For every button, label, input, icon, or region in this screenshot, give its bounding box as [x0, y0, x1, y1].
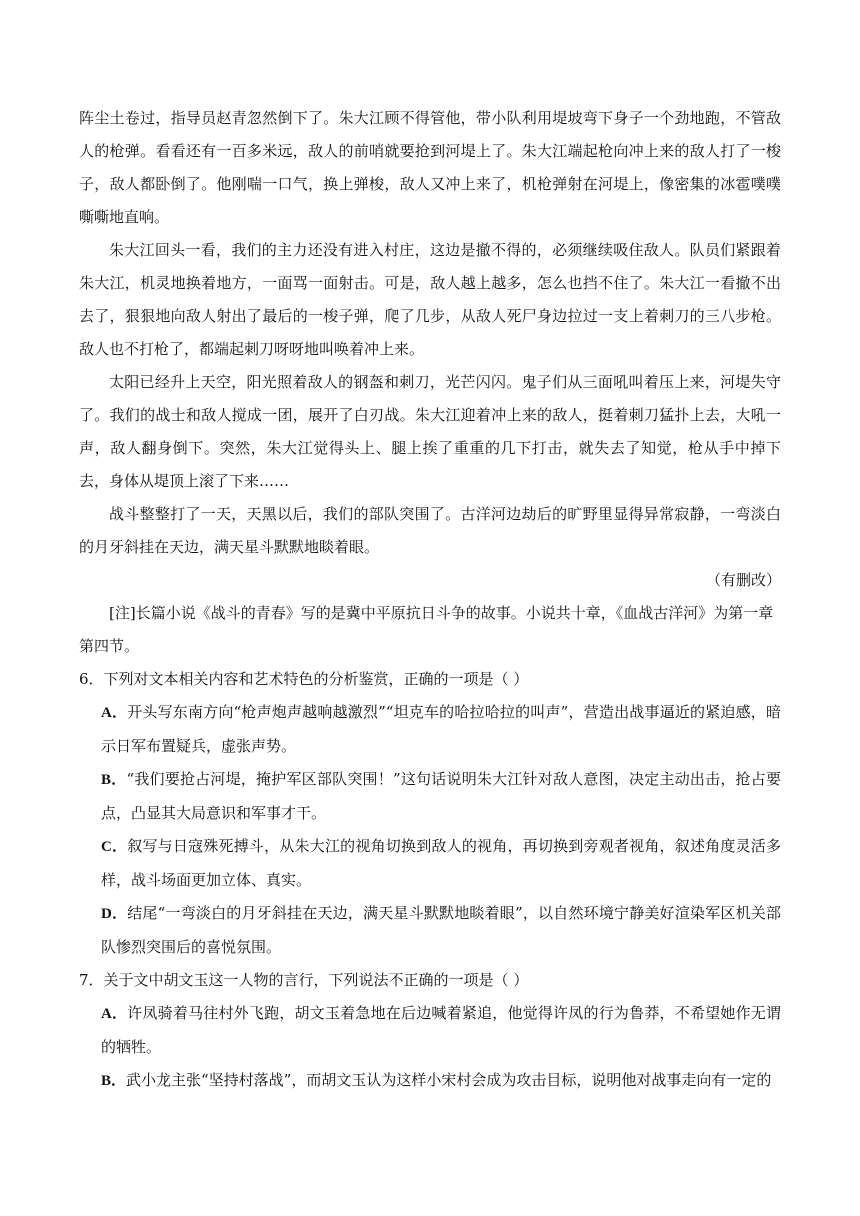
- question-7-option-b: [79, 1064, 781, 1098]
- option-text: “我们要抢占河堤，掩护军区部队突围！”这句话说明朱大江针对敌人意图，决定主动出击，抢占要点，凸显其大局意识和军事才干。: [101, 770, 781, 822]
- question-6-option-b: [79, 763, 781, 830]
- question-6-stem: 6．下列对文本相关内容和艺术特色的分析鉴赏，正确的一项是（ ）: [79, 670, 529, 688]
- question-6-option-d: [79, 897, 781, 964]
- question-6-option-a: [79, 696, 781, 763]
- option-letter: C．: [101, 839, 128, 855]
- footnote: [注]长篇小说《战斗的青春》写的是冀中平原抗日斗争的故事。小说共十章，《血战古洋河》为第一章第四节。: [79, 604, 774, 655]
- passage-paragraph-1: 阵尘土卷过，指导员赵青忽然倒下了。朱大江顾不得管他，带小队利用堤坡弯下身子一个劲地跑，不管敌人的枪弹。看看还有一百多米远，敌人的前哨就要抢到河堤上了。朱大江端起枪向冲上来的敌人打了一梭子，敌人都卧倒了。他刚喘一口气，换上弹梭，敌人又冲上来了，机枪弹射在河堤上，像密集的冰雹噗噗嘶嘶地直响。: [79, 109, 781, 226]
- question-6-option-c: [79, 830, 781, 897]
- option-text: 开头写东南方向“枪声炮声越响越激烈”“坦克车的哈拉哈拉的叫声”，营造出战事逼近的紧迫感，暗示日军布置疑兵，虚张声势。: [101, 703, 781, 755]
- option-letter: B．: [101, 1073, 127, 1089]
- option-text: 许凤骑着马往村外飞跑，胡文玉着急地在后边喊着紧追，他觉得许凤的行为鲁莽，不希望她作无谓的牺牲。: [101, 1004, 781, 1056]
- option-letter: A．: [101, 705, 128, 721]
- option-text: 结尾“一弯淡白的月牙斜挂在天边，满天星斗默默地睒着眼”，以自然环境宁静美好渲染军区机关部队惨烈突围后的喜悦氛围。: [101, 904, 781, 956]
- passage-paragraph-4: 战斗整整打了一天，天黑以后，我们的部队突围了。古洋河边劫后的旷野里显得异常寂静，一弯淡白的月牙斜挂在天边，满天星斗默默地睒着眼。: [79, 505, 781, 556]
- option-letter: A．: [101, 1006, 128, 1022]
- question-7-stem: 7．关于文中胡文玉这一人物的言行，下列说法不正确的一项是（ ）: [79, 971, 529, 989]
- passage-paragraph-2: 朱大江回头一看，我们的主力还没有进入村庄，这边是撤不得的，必须继续吸住敌人。队员们紧跟着朱大江，机灵地换着地方，一面骂一面射击。可是，敌人越上越多，怎么也挡不住了。朱大江一看撤不出去了，狠狠地向敌人射出了最后的一梭子弹，爬了几步，从敌人死尸身边拉过一支上着刺刀的三八步枪。敌人也不打枪了，都端起刺刀呀呀地叫唤着冲上来。: [79, 241, 781, 358]
- source-note: （有删改）: [705, 571, 781, 589]
- option-text: 叙写与日寇殊死搏斗，从朱大江的视角切换到敌人的视角，再切换到旁观者视角，叙述角度灵活多样，战斗场面更加立体、真实。: [101, 837, 781, 889]
- option-letter: B．: [101, 772, 127, 788]
- option-letter: D．: [101, 906, 128, 922]
- option-text: 武小龙主张“坚持村落战”，而胡文玉认为这样小宋村会成为攻击目标，说明他对战事走向有一定的: [126, 1071, 772, 1089]
- passage-paragraph-3: 太阳已经升上天空，阳光照着敌人的钢盔和刺刀，光芒闪闪。鬼子们从三面吼叫着压上来，河堤失守了。我们的战士和敌人搅成一团，展开了白刃战。朱大江迎着冲上来的敌人，挺着刺刀猛扑上去，大吼一声，敌人翻身倒下。突然，朱大江觉得头上、腿上挨了重重的几下打击，就失去了知觉，枪从手中掉下去，身体从堤顶上滚了下来……: [79, 373, 781, 490]
- question-7-option-a: [79, 997, 781, 1064]
